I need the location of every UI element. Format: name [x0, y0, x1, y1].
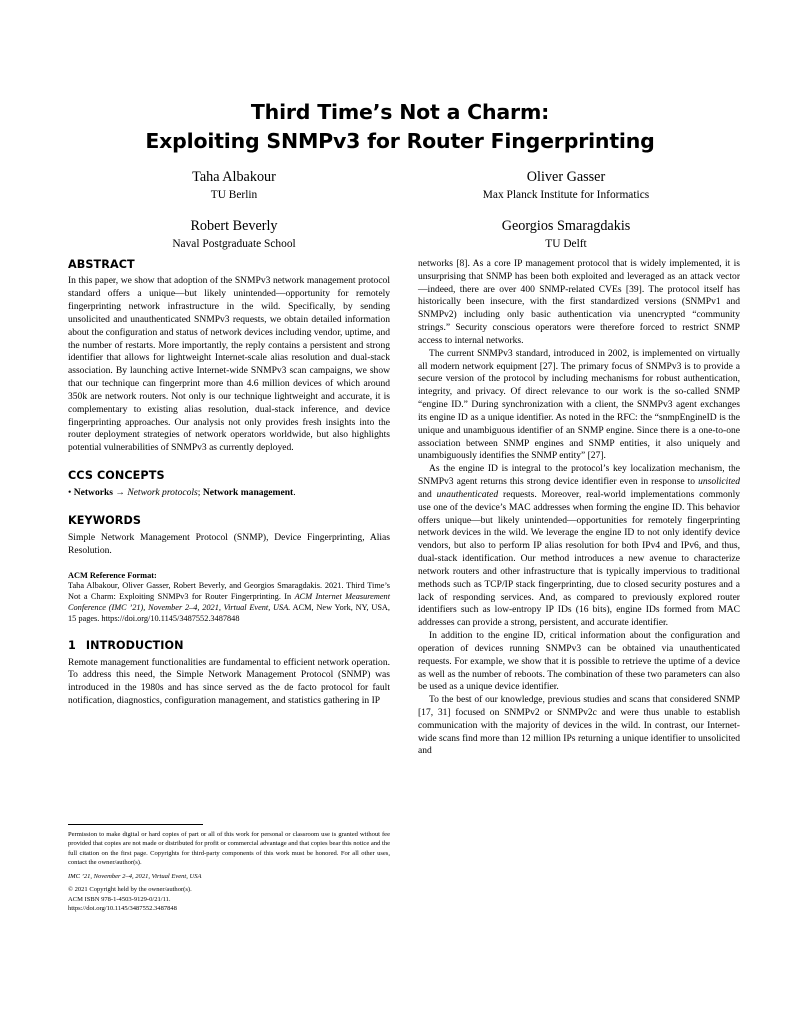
author-name: Oliver Gasser — [526, 169, 606, 185]
acm-ref-venue: ACM Internet Measurement Conference (IMC ’21), November 2–4, 2021, Virtual Event, USA. — [68, 592, 390, 613]
conference-venue: IMC ’21, November 2–4, 2021, Virtual Event, USA — [68, 872, 202, 880]
author-entry — [68, 217, 400, 253]
ccs-concepts-line — [68, 486, 390, 499]
section-title: INTRODUCTION — [85, 639, 184, 653]
body-paragraph-5: To the best of our knowledge, previous studies and scans that considered SNMP [17, 31] focused on SNMPv2 or SNMPv2c and were thus unable to establish communication with the majority of devices in the wild. In contrast, our Internet-wide scans find more than 12 million IPs returning a unique identifier to unsolicited and — [418, 694, 740, 757]
ccs-bullet: • — [68, 487, 72, 499]
acm-reference-format-heading: ACM Reference Format: — [68, 570, 157, 580]
acm-ref-publisher-doi: ACM, New York, NY, USA, 15 pages. https://doi.org/10.1145/3487552.3487848 — [68, 603, 390, 624]
body-paragraph-2: The current SNMPv3 standard, introduced in 2002, is implemented on virtually all modern network equipment [27]. The primary focus of SNMPv3 is to provide a secure version of the protocol by including mechanisms for robust authentication, integrity, and privacy. Of direct relevance to our work is the so-called SNMP “engine ID.” During synchronization with a client, the SNMPv3 agent exchanges its engine ID as a unique identifier. As noted in the RFC: the “snmpEngineID is the unique and unambiguous identifier of an SNMP engine. Since there is a one-to-one association between SNMP engines and SNMP entities, it also uniquely and unambiguously identifies the SNMP entity” [27]. — [418, 347, 740, 462]
abstract-heading: ABSTRACT — [68, 258, 135, 271]
ccs-concepts-heading: CCS CONCEPTS — [68, 469, 165, 483]
emphasis-unauthenticated: unauthenticated — [436, 488, 499, 500]
emphasis-unsolicited: unsolicited — [698, 476, 740, 488]
acm-reference-format-body — [68, 581, 390, 625]
title-block — [68, 98, 732, 156]
footnote-divider — [68, 824, 203, 825]
keywords-heading: KEYWORDS — [68, 513, 142, 527]
ccs-separator: ; — [197, 487, 201, 499]
body-paragraph-1: networks [8]. As a core IP management protocol that is widely implemented, it is unsurprising that SNMP has been both exploited and leveraged as an attack vector—indeed, there are over 400 SNMP-related CVEs [39]. The protocol itself has historically been insecure, with the first standardized versions (SNMPv1 and SNMPv2) including only basic authentication via unencrypted “community strings.” Security conscious operators were therefore forced to restrict SNMP access to internal networks. — [418, 258, 740, 346]
ccs-term-network-management: Network management — [202, 487, 294, 499]
acm-ref-authors-title: Taha Albakour, Oliver Gasser, Robert Beverly, and Georgios Smaragdakis. 2021. Third Time’s Not a Charm: Exploiting SNMPv3 for Router Fingerprinting. In — [68, 581, 390, 602]
introduction-heading — [68, 639, 390, 652]
copyright-line: © 2021 Copyright held by the owner/author(s). — [68, 886, 192, 894]
ccs-term-network-protocols: Network protocols — [127, 487, 198, 499]
ccs-arrow-icon: → — [115, 487, 125, 499]
paragraph-3-part-a: As the engine ID is integral to the protocol’s key localization mechanism, the SNMPv3 agent returns this strong device identifier even in response to — [418, 463, 740, 488]
right-column — [418, 258, 740, 758]
author-name: Georgios Smaragdakis — [501, 217, 631, 234]
doi-link[interactable]: https://doi.org/10.1145/3487552.3487848 — [68, 904, 177, 912]
permission-statement: Permission to make digital or hard copies of part or all of this work for personal or classroom use is granted without fee provided that copies are not made or distributed for profit or commercial advantage and that copies bear this notice and the full citation on the first page. Copyrights for third-party components of this work must be honored. For all other uses, contact the owner/author(s). — [68, 831, 390, 867]
author-name: Taha Albakour — [192, 169, 276, 185]
left-column — [68, 258, 390, 708]
keywords-body: Simple Network Management Protocol (SNMP), Device Fingerprinting, Alias Resolution. — [68, 532, 390, 557]
section-number: 1 — [68, 639, 76, 653]
body-paragraph-4: In addition to the engine ID, critical information about the configuration and operation of devices running SNMPv3 can be obtained via unauthenticated requests. For example, we show that it is possible to retrieve the uptime of a device as well as the number of reboots. The combination of these two parameters can also be used as a unique device identifier. — [418, 630, 740, 693]
introduction-paragraph-1: Remote management functionalities are fundamental to efficient network operation. To address this need, the Simple Network Management Protocol (SNMP) was introduced in the 1980s and has since served as the de facto protocol for fault notification, diagnostics, configuration management, and statistics gathering in IP — [68, 656, 390, 707]
author-affiliation: Max Planck Institute for Informatics — [482, 189, 650, 202]
author-name: Robert Beverly — [190, 217, 278, 234]
author-entry — [68, 168, 400, 204]
author-entry — [400, 168, 732, 204]
paragraph-3-part-b: and — [418, 488, 437, 500]
ccs-term-networks: Networks — [73, 487, 113, 499]
ccs-period: . — [293, 487, 296, 499]
author-row — [68, 168, 732, 204]
author-affiliation: TU Berlin — [210, 189, 258, 202]
acm-isbn: ACM ISBN 978-1-4503-9129-0/21/11. — [68, 895, 171, 903]
author-entry — [400, 217, 732, 253]
title-line-2: Exploiting SNMPv3 for Router Fingerprinting — [145, 129, 655, 154]
title-line-1: Third Time’s Not a Charm: — [250, 100, 550, 124]
author-block — [68, 168, 732, 252]
author-affiliation: Naval Postgraduate School — [172, 237, 296, 250]
author-affiliation: TU Delft — [545, 237, 587, 250]
page-title — [68, 98, 732, 156]
author-row — [68, 217, 732, 253]
body-paragraph-3 — [418, 463, 740, 630]
paragraph-3-part-c: requests. Moreover, real-world implementations commonly use one of the device’s MAC addresses when forming the engine ID. This behavior offers unique—but likely unintended—opportunities for remotely fingerprinting network devices in the wild. We leverage the engine ID to not only identify device vendors, but also to perform IP alias resolution for both IPv4 and IPv6, and thus, dual-stack identification. Our method introduces a new avenue to characterize network routers and other infrastructure that is typically impervious to traditional methods such as TCP/IP stack fingerprinting, due to closed security postures and a lack of responding services. And, as compared to previously explored router identifiers such as low-entropy IP IDs (16 bits), engine IDs formed from MAC addresses can provide a strong, persistent, and accurate identifier. — [418, 488, 741, 629]
abstract-body: In this paper, we show that adoption of the SNMPv3 network management protocol standard offers a unique—but likely unintended—opportunity for remotely fingerprinting network infrastructure in the wild. Specifically, by sending unsolicited and unauthenticated SNMPv3 requests, we obtain detailed information about the configuration and status of network devices including vendor, uptime, and the number of restarts. More importantly, the reply contains a persistent and strong identifier that allows for lightweight Internet-scale alias resolution and dual-stack association. By launching active Internet-wide SNMPv3 scan campaigns, we show that our technique can fingerprint more than 4.6 million devices of which around 350k are network routers. Not only is our technique lightweight and accurate, it is complementary to existing alias resolution, dual-stack inference, and device fingerprinting approaches. Our analysis not only provides fresh insights into the router deployment strategies of network operators worldwide, but also highlights potential vulnerabilities of SNMPv3 as currently deployed. — [68, 275, 390, 454]
copyright-footnote — [68, 824, 390, 913]
